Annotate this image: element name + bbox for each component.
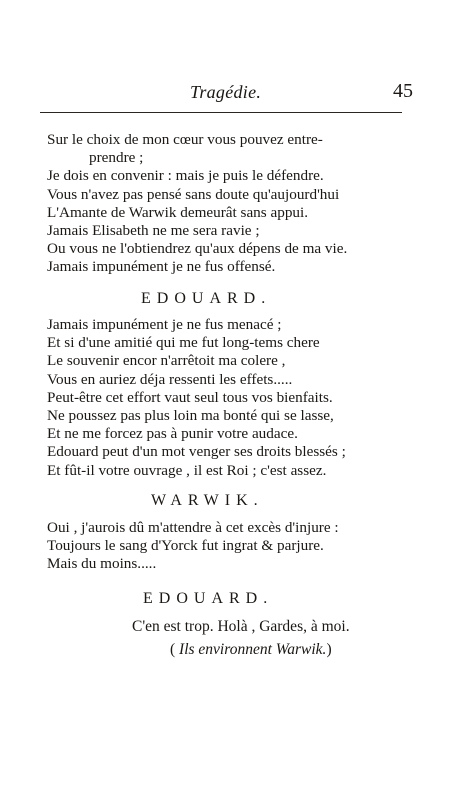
verse-line: Ne poussez pas plus loin ma bonté qui se lasse,: [47, 407, 334, 425]
verse-line: C'en est trop. Holà , Gardes, à moi.: [132, 618, 350, 635]
verse-line: Peut-être cet effort vaut seul tous vos bienfaits.: [47, 388, 333, 406]
running-header: [30, 82, 415, 104]
verse-line: Vous en auriez déja ressenti les effets.....: [47, 370, 293, 388]
verse-line: Le souvenir encor n'arrêtoit ma colere ,: [47, 352, 286, 370]
verse-line: Vous n'avez pas pensé sans doute qu'aujourd'hui: [47, 185, 340, 203]
speech-2: [47, 316, 407, 480]
header-rule: [40, 112, 402, 113]
speech-1: [47, 131, 407, 277]
verse-line: Et si d'une amitié qui me fut long-tems chere: [47, 334, 320, 352]
page-number: 45: [393, 80, 413, 102]
verse-line: Edouard peut d'un mot venger ses droits blessés ;: [47, 443, 346, 461]
verse-line: Ou vous ne l'obtiendrez qu'aux dépens de ma vie.: [47, 240, 348, 258]
verse-line: Je dois en convenir : mais je puis le défendre.: [47, 167, 324, 185]
speaker-name: EDOUARD.: [141, 290, 272, 307]
stage-direction-text: Ils environnent Warwik.: [179, 641, 327, 658]
speech-3: [47, 519, 407, 574]
running-title: Tragédie.: [190, 82, 262, 102]
speaker-name: EDOUARD.: [143, 590, 274, 607]
verse-line: prendre ;: [89, 149, 144, 167]
verse-line: Toujours le sang d'Yorck fut ingrat & parjure.: [47, 537, 324, 555]
verse-line: Mais du moins.....: [47, 555, 157, 573]
stage-direction: ( Ils environnent Warwik.): [170, 641, 332, 658]
verse-line: L'Amante de Warwik demeurât sans appui.: [47, 203, 309, 221]
verse-line: Sur le choix de mon cœur vous pouvez entre-: [47, 131, 323, 148]
speaker-name: WARWIK.: [151, 492, 264, 509]
verse-line: Jamais impunément je ne fus offensé.: [47, 258, 276, 276]
verse-line: Et ne me forcez pas à punir votre audace.: [47, 425, 298, 443]
verse-line: Jamais impunément je ne fus menacé ;: [47, 316, 282, 333]
verse-line: Et fût-il votre ouvrage , il est Roi ; c'est assez.: [47, 461, 327, 479]
verse-line: Jamais Elisabeth ne me sera ravie ;: [47, 222, 260, 240]
verse-line: Oui , j'aurois dû m'attendre à cet excès d'injure :: [47, 519, 339, 536]
